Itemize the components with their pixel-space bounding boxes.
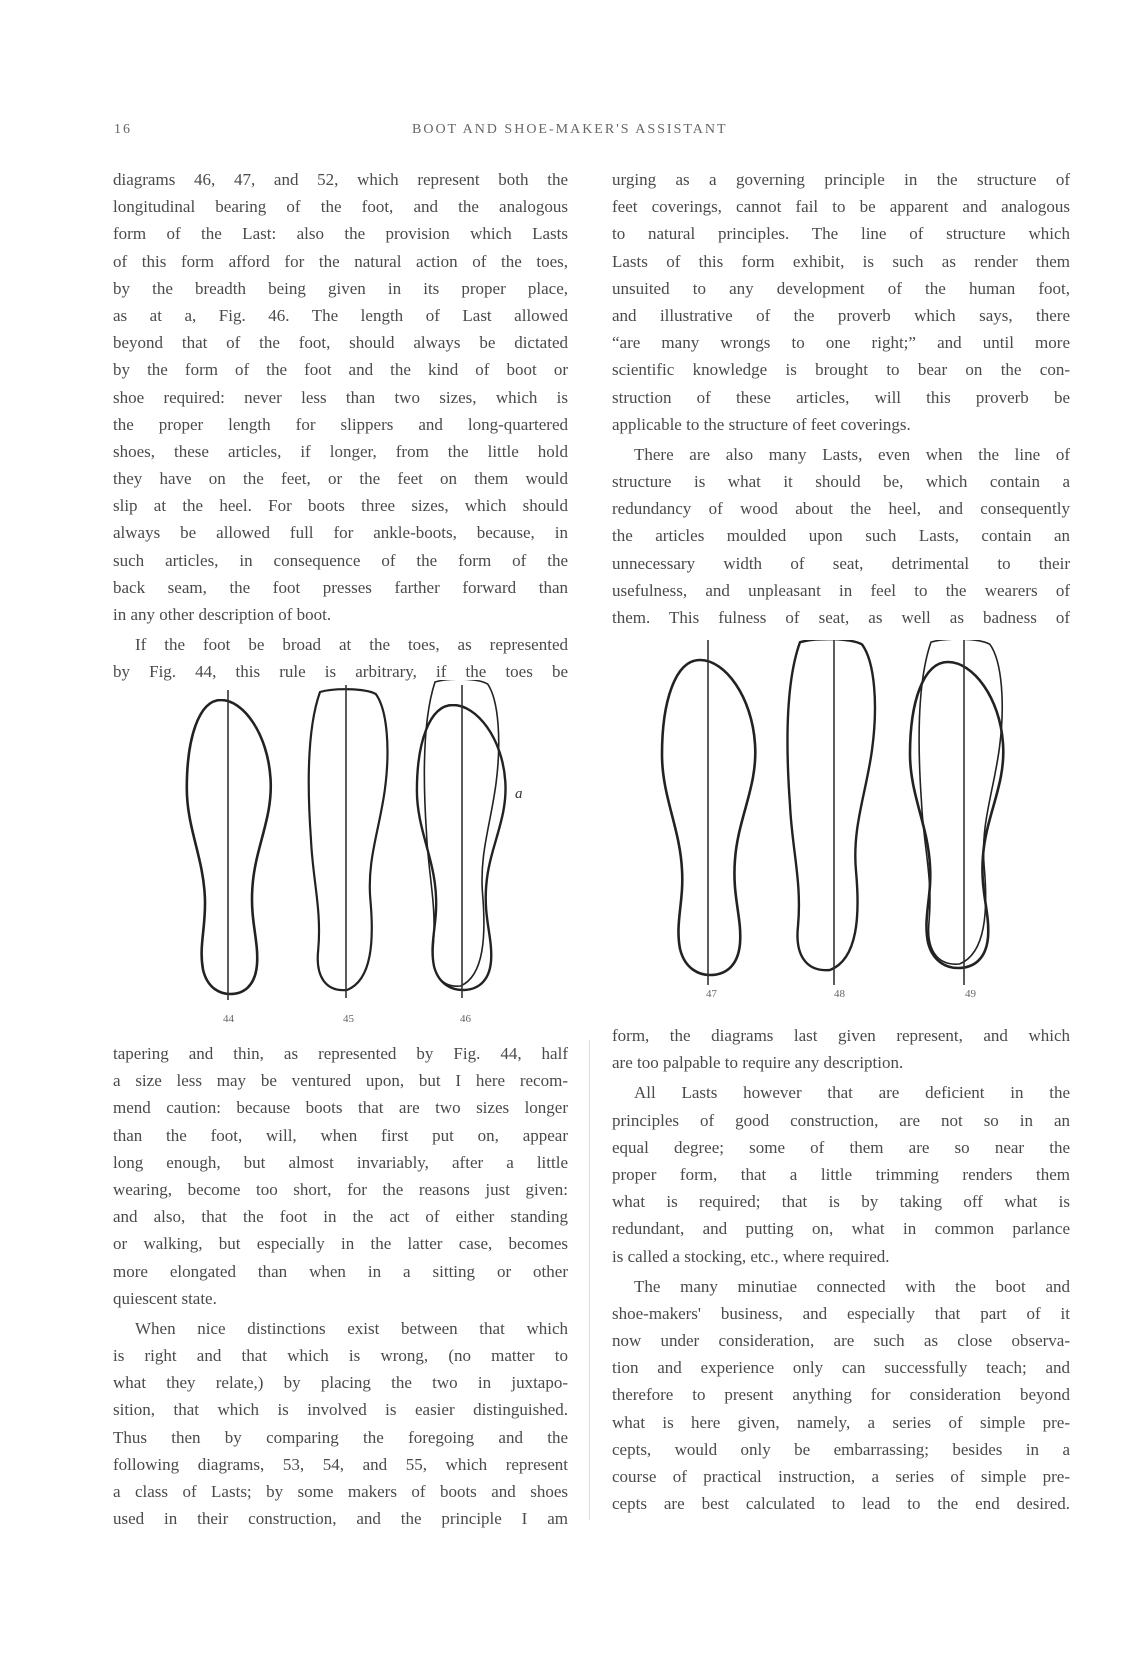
figures-47-49 xyxy=(650,640,1050,1010)
last-outline xyxy=(309,689,388,990)
text-line: The many minutiae connected with the boot and xyxy=(634,1276,1070,1296)
figures-44-46 xyxy=(170,680,550,1030)
text-line: therefore to present anything for consideration beyond xyxy=(612,1385,1070,1405)
text-line: such articles, in consequence of the form of the xyxy=(113,550,568,570)
text-line: and also, that the foot in the act of either standing xyxy=(113,1207,568,1227)
text-line: diagrams 46, 47, and 52, which represent both the xyxy=(113,170,568,189)
text-line: and illustrative of the proverb which says, there xyxy=(612,305,1070,325)
text-line: form of the Last: also the provision which Lasts xyxy=(113,224,568,244)
text-line: now under consideration, are such as close observa- xyxy=(612,1331,1070,1351)
text-line: unnecessary width of seat, detrimental to their xyxy=(612,553,1070,573)
text-line: as at a, Fig. 46. The length of Last allowed xyxy=(113,305,568,325)
text-line: used in their construction, and the principle I am xyxy=(113,1509,568,1529)
paragraph xyxy=(113,1040,568,1312)
text-line: “are many wrongs to one right;” and until more xyxy=(612,333,1070,353)
paragraph xyxy=(612,441,1070,631)
text-line: equal degree; some of them are so near the xyxy=(612,1137,1070,1157)
text-line: feet coverings, cannot fail to be apparent and analogous xyxy=(612,197,1070,217)
text-line: what is required; that is by taking off what is xyxy=(612,1192,1070,1212)
text-line: following diagrams, 53, 54, and 55, which represent xyxy=(113,1454,568,1474)
figure-annotation-a: a xyxy=(515,786,523,802)
text-line: Thus then by comparing the foregoing and the xyxy=(113,1427,568,1447)
left-column-top-text xyxy=(113,166,568,689)
figure-label-48: 48 xyxy=(834,988,845,1000)
text-line: the articles moulded upon such Lasts, contain an xyxy=(612,526,1070,546)
text-line: cepts, would only be embarrassing; besides in a xyxy=(612,1439,1070,1459)
text-line: a class of Lasts; by some makers of boots and shoes xyxy=(113,1482,568,1501)
paragraph xyxy=(612,1273,1070,1518)
text-line: course of practical instruction, a series of simple pre- xyxy=(612,1467,1070,1486)
text-line: than the foot, will, when first put on, appear xyxy=(113,1125,568,1145)
text-line: by Fig. 44, this rule is arbitrary, if the toes be xyxy=(113,662,568,682)
text-line: redundancy of wood about the heel, and consequently xyxy=(612,499,1070,519)
text-line: usefulness, and unpleasant in feel to the wearers of xyxy=(612,580,1070,600)
text-line: All Lasts however that are deficient in the xyxy=(634,1083,1070,1103)
text-line: is right and that which is wrong, (no matter to xyxy=(113,1346,568,1366)
text-line: to natural principles. The line of structure which xyxy=(612,224,1070,244)
text-line: mend caution: because boots that are two sizes longer xyxy=(113,1098,568,1118)
text-line: slip at the heel. For boots three sizes, which should xyxy=(113,496,568,516)
figure-label-46: 46 xyxy=(460,1013,471,1025)
text-line: beyond that of the foot, should always be dictated xyxy=(113,333,568,353)
text-line: they have on the feet, or the feet on them would xyxy=(113,469,568,489)
text-line: quiescent state. xyxy=(113,1288,217,1308)
text-line: If the foot be broad at the toes, as represented xyxy=(135,635,568,655)
running-title: BOOT AND SHOE-MAKER'S ASSISTANT xyxy=(412,122,728,137)
text-line: by the breadth being given in its proper place, xyxy=(113,278,568,298)
text-line: in any other description of boot. xyxy=(113,605,332,624)
text-line: applicable to the structure of feet coverings. xyxy=(612,414,911,434)
paragraph xyxy=(113,631,568,685)
right-column-bottom-text xyxy=(612,1022,1070,1520)
text-line: tion and experience only can successfully teach; and xyxy=(612,1358,1070,1378)
page-number: 16 xyxy=(114,122,132,137)
figure-label-45: 45 xyxy=(343,1013,354,1025)
paragraph xyxy=(113,166,568,628)
text-line: back seam, the foot presses farther forward than xyxy=(113,577,568,597)
text-line: form, the diagrams last given represent, and which xyxy=(612,1026,1070,1045)
text-line: unsuited to any development of the human foot, xyxy=(612,278,1070,298)
text-line: shoes, these articles, if longer, from the little hold xyxy=(113,441,568,461)
text-line: Lasts of this form exhibit, is such as render them xyxy=(612,251,1070,271)
figure-label-49: 49 xyxy=(965,988,976,1000)
text-line: sition, that which is involved is easier distinguished. xyxy=(113,1400,568,1420)
text-line: is called a stocking, etc., where required. xyxy=(612,1246,890,1266)
text-line: principles of good construction, are not so in an xyxy=(612,1110,1070,1130)
paragraph xyxy=(612,1022,1070,1076)
text-line: shoe required: never less than two sizes, which is xyxy=(113,387,568,407)
text-line: long enough, but almost invariably, after a little xyxy=(113,1152,568,1172)
last-outline xyxy=(919,640,1002,964)
text-line: struction of these articles, will this proverb be xyxy=(612,387,1070,407)
last-outline xyxy=(787,640,875,970)
text-line: tapering and thin, as represented by Fig. 44, half xyxy=(113,1044,568,1063)
text-line: or walking, but especially in the latter case, becomes xyxy=(113,1234,568,1254)
binding-shadow xyxy=(589,1040,590,1520)
text-line: are too palpable to require any description. xyxy=(612,1053,904,1073)
text-line: structure is what it should be, which contain a xyxy=(612,472,1070,492)
text-line: cepts are best calculated to lead to the end desired. xyxy=(612,1494,1070,1514)
text-line: shoe-makers' business, and especially that part of it xyxy=(612,1303,1070,1323)
text-line: of this form afford for the natural action of the toes, xyxy=(113,251,568,271)
text-line: what is here given, namely, a series of simple pre- xyxy=(612,1412,1070,1432)
paragraph xyxy=(612,166,1070,438)
figure-label-44: 44 xyxy=(223,1013,234,1025)
text-line: When nice distinctions exist between that which xyxy=(135,1318,568,1338)
text-line: redundant, and putting on, what in common parlance xyxy=(612,1219,1070,1239)
text-line: scientific knowledge is brought to bear on the con- xyxy=(612,360,1070,380)
foot-outline xyxy=(910,662,1003,968)
text-line: always be allowed full for ankle-boots, because, in xyxy=(113,523,568,543)
text-line: a size less may be ventured upon, but I here recom- xyxy=(113,1071,568,1091)
text-line: There are also many Lasts, even when the line of xyxy=(634,444,1070,464)
text-line: the proper length for slippers and long-quartered xyxy=(113,414,568,434)
paragraph xyxy=(612,1079,1070,1269)
text-line: what they relate,) by placing the two in juxtapo- xyxy=(113,1373,568,1393)
figure-label-47: 47 xyxy=(706,988,717,1000)
text-line: them. This fulness of seat, as well as badness of xyxy=(612,608,1070,627)
text-line: by the form of the foot and the kind of boot or xyxy=(113,360,568,380)
text-line: more elongated than when in a sitting or other xyxy=(113,1261,568,1281)
text-line: urging as a governing principle in the structure of xyxy=(612,170,1070,189)
text-line: proper form, that a little trimming renders them xyxy=(612,1164,1070,1184)
left-column-bottom-text xyxy=(113,1040,568,1535)
text-line: wearing, become too short, for the reasons just given: xyxy=(113,1179,568,1199)
right-column-top-text xyxy=(612,166,1070,634)
text-line: longitudinal bearing of the foot, and the analogous xyxy=(113,197,568,217)
paragraph xyxy=(113,1315,568,1533)
